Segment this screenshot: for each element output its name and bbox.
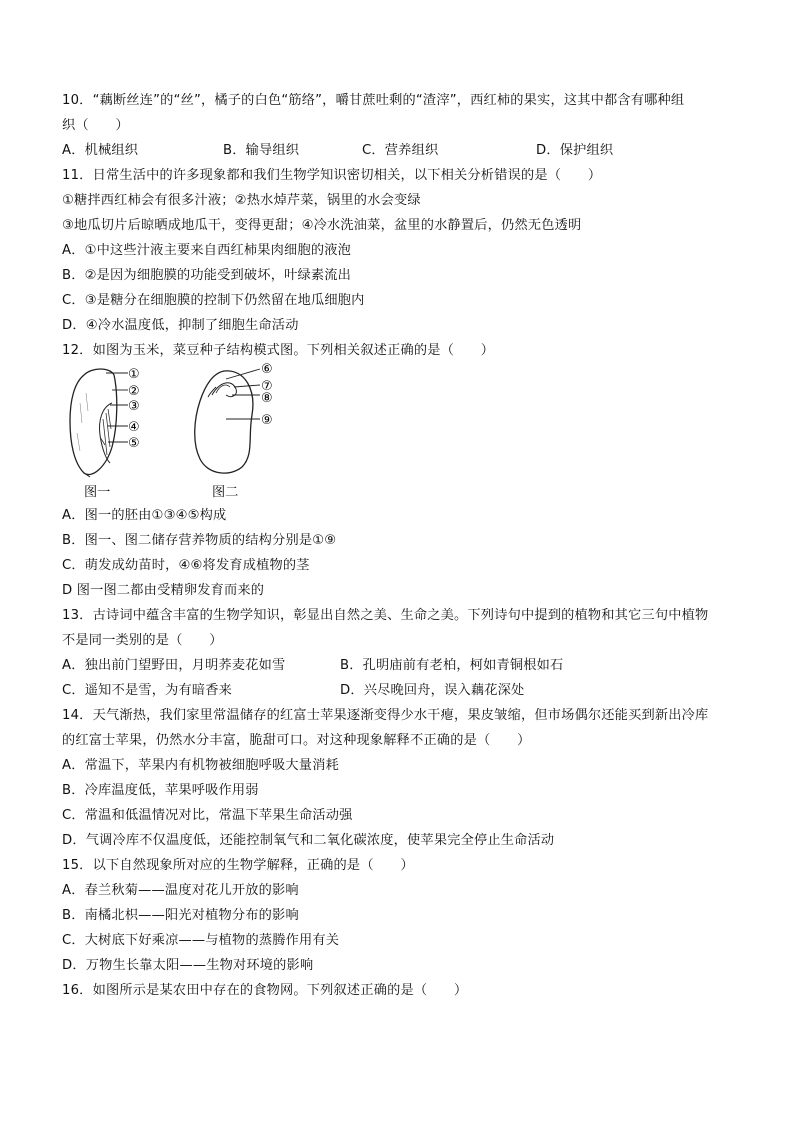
q12-option-a: A．图一的胚由①③④⑤构成	[62, 508, 227, 523]
q13-option-d: D．兴尽晚回舟，误入藕花深处	[340, 683, 525, 698]
q15-option-c: C．大树底下好乘凉——与植物的蒸腾作用有关	[62, 933, 340, 948]
q14-option-b: B．冷库温度低，苹果呼吸作用弱	[62, 783, 259, 798]
fig2-label-8: ⑧	[261, 391, 273, 406]
q14-stem-line2: 的红富士苹果，仍然水分丰富，脆甜可口。对这种现象解释不正确的是（ ）	[62, 733, 531, 748]
q12-option-d: D 图一图二都由受精卵发育而来的	[62, 583, 265, 598]
q13-option-b: B．孔明庙前有老柏，柯如青铜根如石	[340, 658, 564, 673]
fig1-label-2: ②	[128, 384, 140, 399]
fig2-label-7: ⑦	[261, 379, 273, 394]
q10-option-c: C．营养组织	[362, 143, 439, 158]
q13-options-row1	[62, 653, 742, 678]
fig2-caption: 图二	[212, 485, 239, 500]
fig1-label-3: ③	[128, 399, 140, 414]
fig2-label-9: ⑨	[261, 413, 273, 428]
q12-option-c: C．萌发成幼苗时，④⑥将发育成植物的茎	[62, 558, 310, 573]
q10-option-d: D．保护组织	[536, 143, 614, 158]
q12-figures	[62, 363, 742, 503]
q11-option-a: A．①中这些汁液主要来自西红柿果肉细胞的液泡	[62, 243, 351, 258]
fig1-label-1: ①	[128, 367, 140, 382]
q13-option-c: C．遥知不是雪，为有暗香来	[62, 683, 233, 698]
q15-option-a: A．春兰秋菊——温度对花儿开放的影响	[62, 883, 299, 898]
q13-stem-line2: 不是同一类别的是（ ）	[62, 633, 223, 648]
q14-option-d: D．气调冷库不仅温度低，还能控制氧气和二氧化碳浓度，使苹果完全停止生命活动	[62, 833, 555, 848]
q12-option-b: B．图一、图二储存营养物质的结构分别是①⑨	[62, 533, 337, 548]
q13-option-a: A．独出前门望野田，月明荞麦花如雪	[62, 658, 286, 673]
corn-seed-figure	[62, 363, 172, 483]
q10-option-b: B．输导组织	[223, 143, 300, 158]
q11-condition-1: ①糖拌西红柿会有很多汁液；②热水焯芹菜，锅里的水会变绿	[62, 193, 421, 208]
fig1-label-4: ④	[128, 420, 140, 435]
q11-condition-2: ③地瓜切片后晾晒成地瓜干，变得更甜；④冷水洗油菜，盆里的水静置后，仍然无色透明	[62, 218, 582, 233]
q15-option-d: D．万物生长靠太阳——生物对环境的影响	[62, 958, 314, 973]
q11-stem: 11．日常生活中的许多现象都和我们生物学知识密切相关，以下相关分析错误的是（ ）	[62, 168, 602, 183]
q10-stem-line1: 10．“藕断丝连”的“丝”，橘子的白色“筋络”，嚼甘蔗吐剩的“渣滓”，西红柿的果实，这其中都含有哪种组	[62, 93, 685, 108]
q10-option-a: A．机械组织	[62, 143, 139, 158]
q14-option-c: C．常温和低温情况对比，常温下苹果生命活动强	[62, 808, 353, 823]
exam-page	[62, 88, 742, 1003]
q14-option-a: A．常温下，苹果内有机物被细胞呼吸大量消耗	[62, 758, 339, 773]
q11-option-d: D．④冷水温度低，抑制了细胞生命活动	[62, 318, 299, 333]
q13-options-row2	[62, 678, 742, 703]
fig1-caption: 图一	[84, 485, 111, 500]
q14-stem-line1: 14．天气渐热，我们家里常温储存的红富士苹果逐渐变得少水干瘪，果皮皱缩，但市场偶尔还能买到新出冷库	[62, 708, 709, 723]
q16-stem: 16．如图所示是某农田中存在的食物网。下列叙述正确的是（ ）	[62, 983, 468, 998]
q15-stem: 15．以下自然现象所对应的生物学解释，正确的是（ ）	[62, 858, 414, 873]
q13-stem-line1: 13．古诗词中蕴含丰富的生物学知识，彰显出自然之美、生命之美。下列诗句中提到的植物和其它三句中植物	[62, 608, 709, 623]
fig1-label-5: ⑤	[128, 436, 140, 451]
q12-stem: 12．如图为玉米，菜豆种子结构模式图。下列相关叙述正确的是（ ）	[62, 343, 495, 358]
q10-stem-line2: 织（ ）	[62, 118, 129, 133]
bean-seed-figure	[186, 363, 296, 483]
q15-option-b: B．南橘北枳——阳光对植物分布的影响	[62, 908, 299, 923]
fig2-label-6: ⑥	[261, 363, 273, 377]
q11-option-b: B．②是因为细胞膜的功能受到破坏，叶绿素流出	[62, 268, 352, 283]
q10-options	[62, 138, 742, 163]
q11-option-c: C．③是糖分在细胞膜的控制下仍然留在地瓜细胞内	[62, 293, 365, 308]
